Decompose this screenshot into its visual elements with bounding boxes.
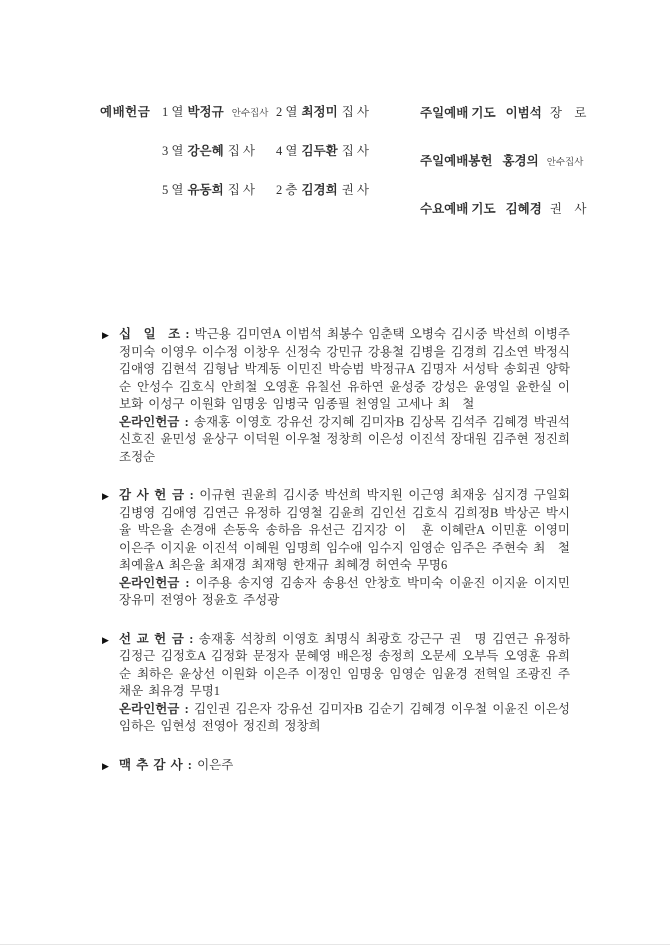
- section-title: 감 사 헌 금 :: [119, 488, 194, 502]
- person-name: 박정규: [187, 105, 224, 119]
- online-offering-label: 온라인헌금 :: [119, 575, 190, 590]
- page-edge-line: [0, 944, 670, 945]
- section-thanksgiving-offering: [103, 487, 570, 610]
- section-title: 선 교 헌 금 :: [119, 631, 194, 646]
- offering-assignment: [276, 102, 377, 120]
- offering-names: [119, 757, 570, 775]
- offering-names: [119, 631, 570, 701]
- section-tithe: [103, 326, 570, 466]
- person-title-small: 안수집사: [231, 109, 269, 119]
- offering-assignment: [276, 141, 377, 159]
- seat-position: 3 열: [162, 144, 184, 158]
- triangle-bullet-icon: ▶: [102, 330, 109, 340]
- person-name: 김경희: [301, 183, 338, 197]
- offering-assignment: [162, 102, 276, 120]
- seat-position: 2 층: [276, 183, 298, 197]
- person-title: 집 사: [227, 144, 255, 158]
- names-text: 이규현 권윤희 김시중 박선희 박지원 이근영 최재웅 심지경 구일회 김병영 김애영 김연근 유정하 김영철 김윤희 김인선 김호식 김희정B 박상곤 박시율 박은율 손경애 손동욱 송하음 유선근 김지강 이 훈 이혜란A 이민훈 이영미 이은주 이지윤 이진석 이혜원 임명희 임수애 임수지 임영순 임주은 주현숙 최 철 최예율A 최은율 최재경 최재형 한재규 최혜경 허연숙 무명6: [119, 488, 571, 572]
- offering-names: [119, 487, 570, 575]
- leader-row: [420, 103, 586, 119]
- section-title: 십 일 조 :: [119, 327, 190, 341]
- online-offering-names: [119, 701, 570, 736]
- person-title: 장 로: [549, 106, 587, 120]
- person-name: 최정미: [301, 105, 338, 119]
- seat-position: 2 열: [276, 105, 298, 119]
- person-name: 김혜경: [505, 202, 542, 216]
- offering-duty-rows: [162, 102, 377, 198]
- offering-assignment: [276, 180, 377, 198]
- names-text: 김인권 김은자 강유선 김미자B 김순기 김혜경 이우철 이윤진 이은성 임하은 임현성 전영아 정진희 정창희: [119, 701, 570, 733]
- names-text: 송재홍 이영호 강유선 강지혜 김미자B 김상목 김석주 김혜경 박권석 신호진 윤민성 윤상구 이덕원 이우철 정창희 이은성 이진석 장대원 김주현 정진희 조정순: [119, 414, 570, 464]
- online-offering-label: 온라인헌금 :: [119, 701, 189, 716]
- section-summer-thanksgiving: [103, 757, 570, 775]
- offering-duty-label: 예배헌금: [100, 105, 151, 119]
- offering-assignment: [162, 180, 276, 198]
- seat-position: 1 열: [162, 105, 184, 119]
- names-text: 박근용 김미연A 이범석 최봉수 임춘택 오병숙 김시중 박선희 이병주 정미숙 이영우 이수정 이창우 신정숙 강민규 강용철 김병을 김경희 김소연 박정식 김애영 김현석 김형남 박계동 이민진 박승범 박정규A 김명자 서성탁 송회권 양학순 안성수 김호식 안희철 오영훈 유칠선 유하연 윤성중 강성은 윤영일 윤한실 이보화 이성구 이원화 임명웅 임병국 임종필 천영일 고세나 최 철: [119, 327, 571, 411]
- leader-role-label: 주일예배봉헌: [420, 154, 493, 168]
- leader-row: [420, 151, 586, 167]
- person-title: 권 사: [549, 202, 587, 216]
- section-title: 맥 추 감 사 :: [119, 757, 192, 772]
- seat-position: 4 열: [276, 144, 298, 158]
- person-name: 홍경의: [502, 154, 539, 168]
- triangle-bullet-icon: ▶: [102, 634, 109, 645]
- leader-row: [420, 199, 586, 215]
- person-title: 권 사: [341, 183, 369, 197]
- offering-duty-table: [100, 102, 377, 198]
- offering-lists: [103, 326, 570, 795]
- triangle-bullet-icon: ▶: [102, 760, 109, 771]
- names-text: 이주용 송지영 김송자 송용선 안창호 박미숙 이윤진 이지윤 이지민 장유미 전영아 정윤호 주성광: [119, 575, 571, 607]
- person-title: 집 사: [227, 183, 255, 197]
- person-title: 집 사: [341, 105, 369, 119]
- names-text: 송재홍 석창희 이영호 최명식 최광호 강근구 권 명 김연근 유정하 김정근 김정호A 김정화 문정자 문혜영 배은정 송정희 오문세 오부득 오영훈 유희순 최하은 윤상선 이원화 이은주 이정인 임명웅 임영순 임윤경 전혁일 조광진 주채운 최유경 무명1: [119, 631, 571, 698]
- names-text: 이은주: [197, 757, 234, 772]
- section-mission-offering: [103, 631, 570, 736]
- online-offering-label: 온라인헌금 :: [119, 414, 189, 429]
- person-name: 김두환: [301, 144, 338, 158]
- worship-leaders-list: [420, 103, 586, 247]
- person-name: 강은혜: [187, 144, 224, 158]
- offering-names: [119, 326, 570, 414]
- person-title: 집 사: [341, 144, 369, 158]
- person-name: 유동희: [187, 183, 224, 197]
- triangle-bullet-icon: ▶: [102, 491, 109, 501]
- leader-role-label: 주일예배 기도: [420, 106, 496, 120]
- person-title-small: 안수집사: [546, 158, 584, 168]
- leader-role-label: 수요예배 기도: [420, 202, 496, 216]
- offering-assignment: [162, 141, 276, 159]
- seat-position: 5 열: [162, 183, 184, 197]
- person-name: 이범석: [505, 106, 542, 120]
- online-offering-names: [119, 414, 570, 467]
- online-offering-names: [119, 575, 570, 610]
